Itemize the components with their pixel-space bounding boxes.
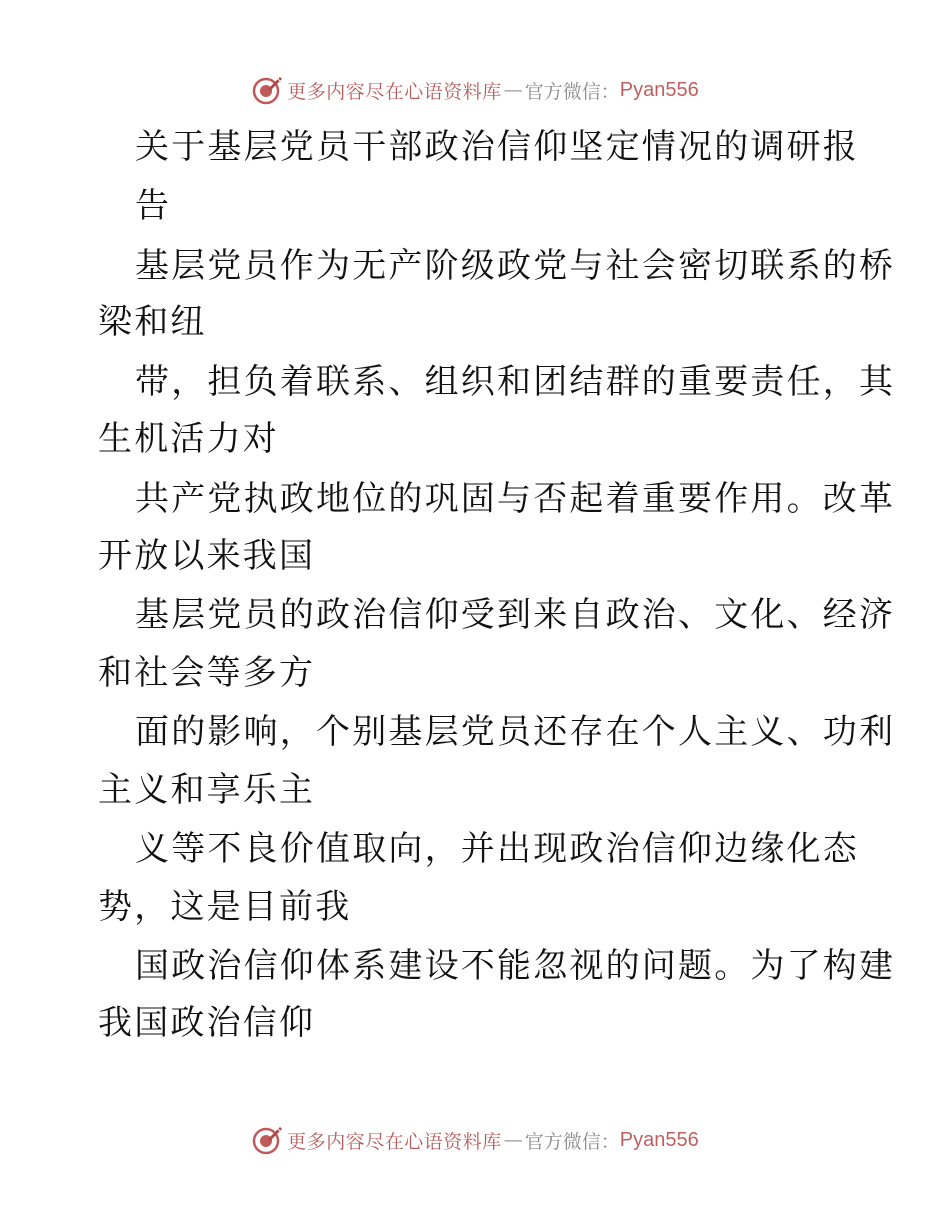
footer-wechat-label: 官方微信： <box>524 1130 620 1153</box>
pen-in-circle-icon <box>251 1124 283 1156</box>
paragraph-line: 国政治信仰体系建设不能忽视的问题。为了构建 <box>135 946 896 986</box>
header-wechat-id: Pyan556 <box>619 78 699 101</box>
paragraph-line: 生机活力对 <box>98 419 279 459</box>
document-title-line-1: 关于基层党员干部政治信仰坚定情况的调研报 <box>135 127 859 167</box>
paragraph-line: 共产党执政地位的巩固与否起着重要作用。改革 <box>135 479 896 519</box>
footer-separator: — <box>503 1129 523 1151</box>
paragraph-line: 基层党员作为无产阶级政党与社会密切联系的桥 <box>135 246 896 286</box>
footer-banner <box>0 1120 950 1160</box>
pen-in-circle-icon <box>251 74 283 106</box>
paragraph-line: 我国政治信仰 <box>98 1003 316 1043</box>
header-wechat-label: 官方微信： <box>524 80 620 103</box>
header-banner <box>0 70 950 110</box>
footer-text: 更多内容尽在心语资料库 <box>287 1130 502 1153</box>
footer-wechat-id: Pyan556 <box>619 1128 699 1151</box>
paragraph-line: 势，这是目前我 <box>98 887 352 927</box>
paragraph-line: 开放以来我国 <box>98 536 316 576</box>
header-text: 更多内容尽在心语资料库 <box>287 80 502 103</box>
paragraph-line: 带，担负着联系、组织和团结群的重要责任，其 <box>135 362 896 402</box>
paragraph-line: 主义和享乐主 <box>98 770 316 810</box>
paragraph-line: 义等不良价值取向，并出现政治信仰边缘化态 <box>135 829 859 869</box>
paragraph-line: 和社会等多方 <box>98 653 316 693</box>
header-separator: — <box>503 79 523 101</box>
document-title-line-2: 告 <box>135 186 172 226</box>
paragraph-line: 梁和纽 <box>98 302 207 342</box>
paragraph-line: 面的影响，个别基层党员还存在个人主义、功利 <box>135 712 896 752</box>
paragraph-line: 基层党员的政治信仰受到来自政治、文化、经济 <box>135 595 896 635</box>
